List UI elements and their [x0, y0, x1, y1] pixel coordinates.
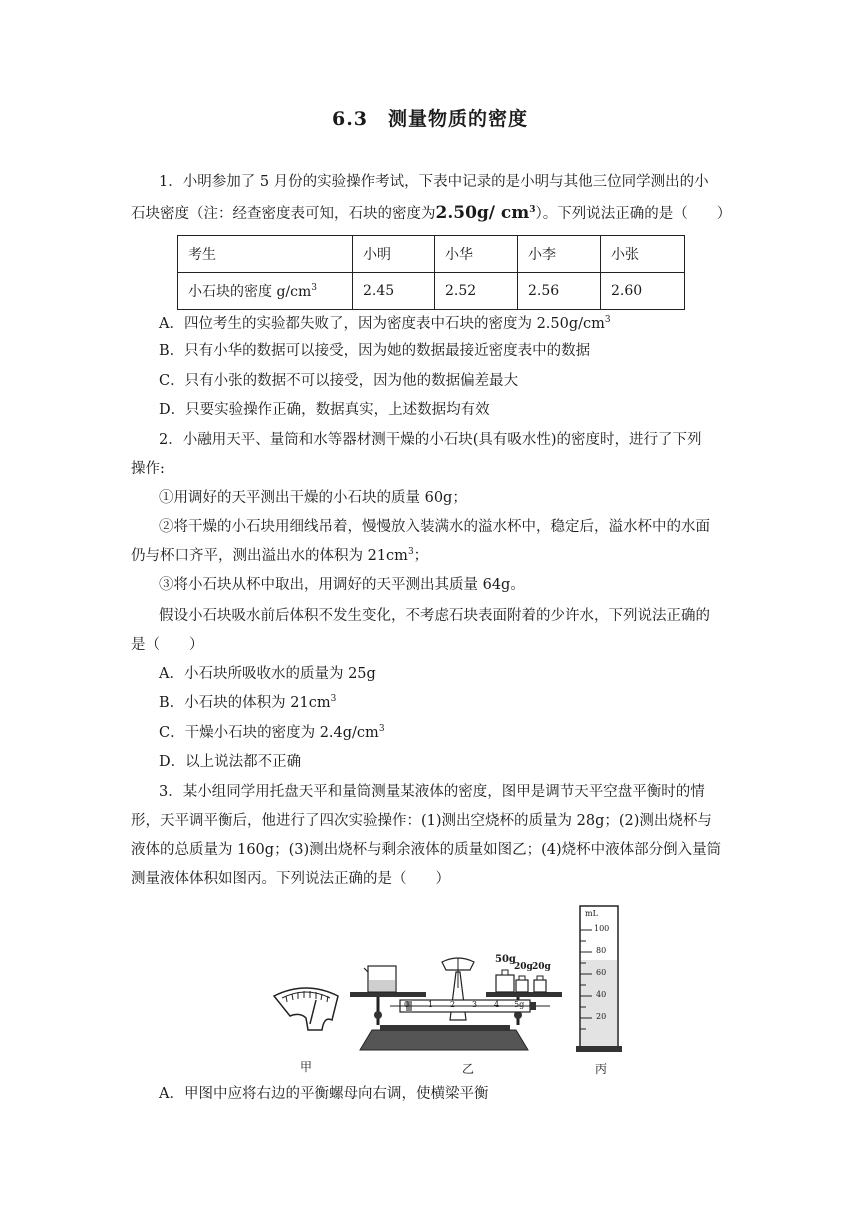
- balance-figure: [260, 900, 640, 1080]
- table-cell: 2.45: [353, 273, 435, 310]
- q2-line2: 操作:: [131, 461, 165, 477]
- scale-pointer-diagram: [274, 988, 338, 1030]
- table-cell: 小明: [353, 236, 435, 273]
- q3-line2: 形，天平调平衡后，他进行了四次实验操作：(1)测出空烧杯的质量为 28g；(2)测出烧杯与: [131, 813, 712, 829]
- q3-option-a: A．甲图中应将右边的平衡螺母向右调，使横梁平衡: [159, 1086, 489, 1102]
- cylinder-tick-label: 40: [596, 990, 607, 999]
- q1-option-b: B．只有小华的数据可以接受，因为她的数据最接近密度表中的数据: [159, 343, 591, 359]
- ruler-tick-label: 2: [450, 1000, 456, 1009]
- cylinder-tick-label: 80: [596, 946, 607, 955]
- table-header-row: [178, 236, 685, 273]
- q3-line1: 3．某小组同学用托盘天平和量筒测量某液体的密度，图甲是调节天平空盘平衡时的情: [159, 784, 705, 800]
- q2-assume1: 假设小石块吸水前后体积不发生变化，不考虑石块表面附着的少许水，下列说法正确的: [159, 608, 710, 624]
- q1-option-a: A．四位考生的实验都失败了，因为密度表中石块的密度为 $2.50g/cm^3$: [159, 315, 611, 332]
- balance-figure-drawing: [260, 900, 640, 1080]
- figure-caption-bing: 丙: [595, 1062, 608, 1076]
- table-cell: 小张: [601, 236, 685, 273]
- cylinder-tick-label: 60: [596, 968, 607, 977]
- q2-step2a: ②将干燥的小石块用细线吊着，慢慢放入装满水的溢水杯中，稳定后，溢水杯中的水面: [159, 519, 710, 535]
- q1-option-d: D．只要实验操作正确，数据真实，上述数据均有效: [159, 402, 490, 418]
- q1-line1: 1．小明参加了 5 月份的实验操作考试，下表中记录的是小明与其他三位同学测出的小: [159, 174, 709, 190]
- q2-option-d: D．以上说法都不正确: [159, 754, 302, 770]
- table-cell: 考生: [178, 236, 353, 273]
- q2-option-c: C．干燥小石块的密度为 $2.4g/cm^3$: [159, 724, 385, 741]
- table-row-label: 小石块的密度 $g/cm^3$: [178, 273, 353, 310]
- table-cell: 2.52: [435, 273, 518, 310]
- q2-assume2: 是（ ）: [131, 637, 204, 653]
- ruler-tick-label: 1: [428, 1000, 434, 1009]
- cylinder-tick-label: 100: [594, 924, 610, 933]
- q1-option-c: C．只有小张的数据不可以接受，因为他的数据偏差最大: [159, 373, 519, 389]
- table-row: [178, 273, 685, 310]
- weight-label: 20g: [514, 962, 533, 972]
- ruler-tick-label: 4: [494, 1000, 500, 1009]
- figure-caption-jia: 甲: [300, 1060, 313, 1074]
- ruler-tick-label: 0: [404, 1000, 410, 1009]
- q1-line2: [131, 203, 731, 224]
- q1-line2-b: ）。下列说法正确的是（ ）: [535, 206, 732, 222]
- table-cell: 2.56: [518, 273, 601, 310]
- density-table: [177, 235, 685, 310]
- ruler-tick-label: 5g: [514, 1000, 525, 1009]
- table-cell: 小李: [518, 236, 601, 273]
- q2-option-b: B．小石块的体积为 $21cm^3$: [159, 694, 337, 711]
- cylinder-tick-label: 20: [596, 1012, 607, 1021]
- weight-label: 20g: [532, 962, 551, 972]
- q2-step1: ①用调好的天平测出干燥的小石块的质量 60g；: [159, 490, 467, 506]
- q2-step3: ③将小石块从杯中取出，用调好的天平测出其质量 64g。: [159, 577, 525, 593]
- page-title: 6.3 测量物质的密度: [331, 108, 529, 130]
- q3-line3: 液体的总质量为 160g；(3)测出烧杯与剩余液体的质量如图乙；(4)烧杯中液体部分倒入量筒: [131, 842, 722, 858]
- q2-option-a: A．小石块所吸收水的质量为 25g: [159, 666, 376, 682]
- ruler-tick-label: 3: [472, 1000, 478, 1009]
- weight-label: 50g: [495, 954, 516, 965]
- q2-step2b: 仍与杯口齐平，测出溢出水的体积为 $21cm^3$；: [131, 547, 429, 564]
- q1-line2-a: 石块密度（注：经查密度表可知，石块的密度为: [131, 206, 436, 222]
- figure-caption-yi: 乙: [462, 1062, 475, 1076]
- table-cell: 2.60: [601, 273, 685, 310]
- q2-line1: 2．小融用天平、量筒和水等器材测干燥的小石块(具有吸水性)的密度时，进行了下列: [159, 432, 702, 448]
- cylinder-unit: mL: [585, 909, 598, 918]
- table-cell: 小华: [435, 236, 518, 273]
- q3-line4: 测量液体体积如图丙。下列说法正确的是（ ）: [131, 871, 450, 887]
- q1-density: 2.50g/ $cm^3$: [435, 203, 536, 223]
